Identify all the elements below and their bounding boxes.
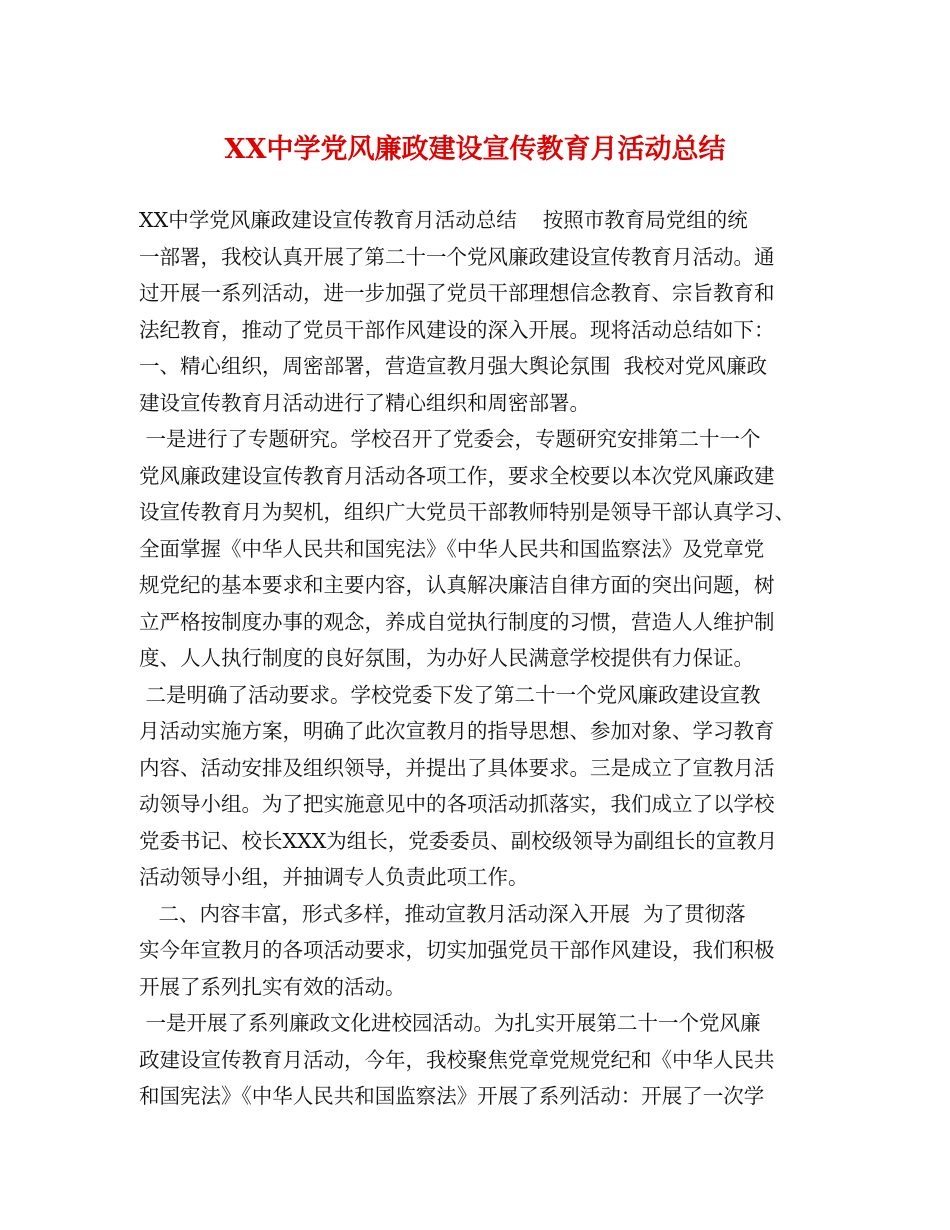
body-line: 二、内容丰富，形式多样，推动宣教月活动深入开展 为了贯彻落 xyxy=(139,901,746,926)
body-line: XX中学党风廉政建设宣传教育月活动总结 按照市教育局党组的统 xyxy=(139,208,748,232)
document-title: XX中学党风廉政建设宣传教育月活动总结 xyxy=(224,134,726,165)
body-line: 设宣传教育月为契机，组织广大党员干部教师特别是领导干部认真学习、 xyxy=(139,500,795,524)
body-line: 一是开展了系列廉政文化进校园活动。为扎实开展第二十一个党风廉 xyxy=(139,1011,761,1035)
body-line: 一、精心组织，周密部署，营造宣教月强大舆论氛围 我校对党风廉政 xyxy=(139,354,768,378)
body-line: 月活动实施方案，明确了此次宣教月的指导思想、参加对象、学习教育 xyxy=(139,719,775,743)
body-line: 和国宪法》《中华人民共和国监察法》开展了系列活动：开展了一次学 xyxy=(139,1084,765,1108)
body-line: 建设宣传教育月活动进行了精心组织和周密部署。 xyxy=(139,390,590,415)
body-line: 度、人人执行制度的良好氛围，为办好人民满意学校提供有力保证。 xyxy=(139,646,754,670)
body-line: 内容、活动安排及组织领导，并提出了具体要求。三是成立了宣教月活 xyxy=(139,755,775,780)
body-line: 规党纪的基本要求和主要内容，认真解决廉洁自律方面的突出问题，树 xyxy=(139,573,775,597)
body-line: 动领导小组。为了把实施意见中的各项活动抓落实，我们成立了以学校 xyxy=(139,792,775,816)
body-line: 立严格按制度办事的观念，养成自觉执行制度的习惯，营造人人维护制 xyxy=(139,609,775,634)
body-line: 党风廉政建设宣传教育月活动各项工作，要求全校要以本次党风廉政建 xyxy=(139,463,775,488)
body-line: 二是明确了活动要求。学校党委下发了第二十一个党风廉政建设宣教 xyxy=(139,682,761,707)
body-line: 法纪教育，推动了党员干部作风建设的深入开展。现将活动总结如下： xyxy=(139,317,775,342)
body-line: 政建设宣传教育月活动，今年，我校聚焦党章党规党纪和《中华人民共 xyxy=(139,1047,775,1072)
body-line: 活动领导小组，并抽调专人负责此项工作。 xyxy=(139,865,529,889)
body-line: 党委书记、校长XXX为组长，党委委员、副校级领导为副组长的宣教月 xyxy=(139,828,778,853)
body-line: 一部署，我校认真开展了第二十一个党风廉政建设宣传教育月活动。通 xyxy=(139,244,775,269)
body-line: 开展了系列扎实有效的活动。 xyxy=(139,974,406,999)
body-line: 全面掌握《中华人民共和国宪法》《中华人民共和国监察法》及党章党 xyxy=(139,536,765,561)
body-line: 过开展一系列活动，进一步加强了党员干部理想信念教育、宗旨教育和 xyxy=(139,281,775,305)
document-body xyxy=(139,202,839,1115)
body-line: 实今年宣教月的各项活动要求，切实加强党员干部作风建设，我们积极 xyxy=(139,938,775,962)
body-line: 一是进行了专题研究。学校召开了党委会，专题研究安排第二十一个 xyxy=(139,427,761,451)
